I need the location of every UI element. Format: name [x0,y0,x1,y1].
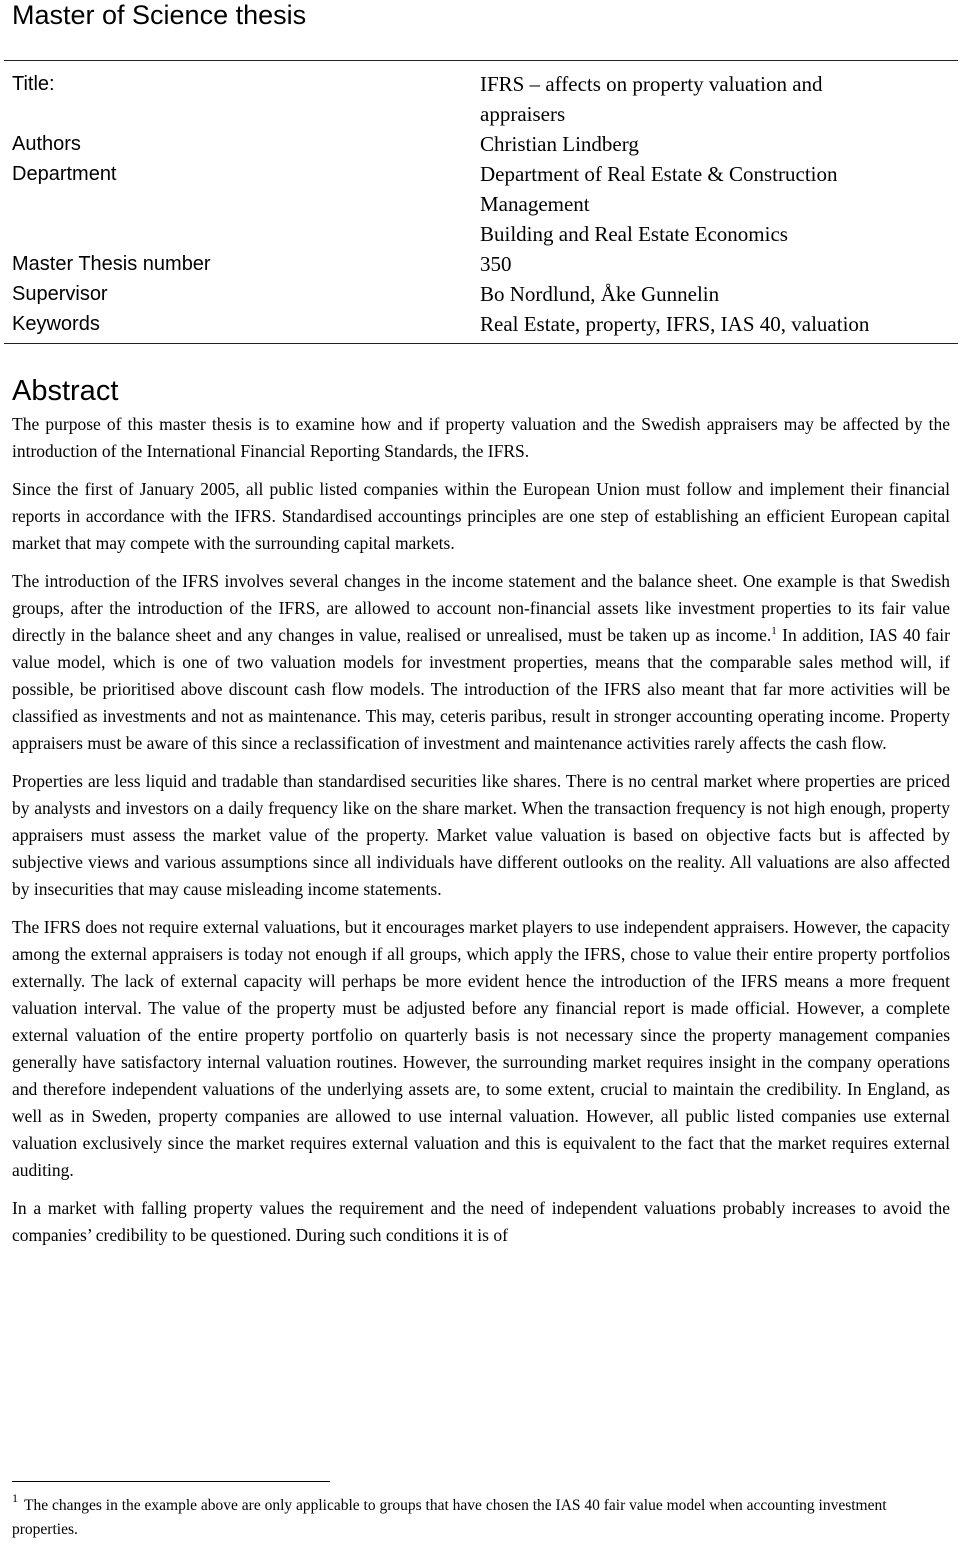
meta-label: Supervisor [12,283,108,305]
meta-label: Master Thesis number [12,253,211,275]
meta-value-line: IFRS – affects on property valuation and [480,72,823,96]
page-title: Master of Science thesis [12,0,307,30]
meta-value-line: Christian Lindberg [480,132,639,156]
meta-label: Authors [12,133,81,155]
paragraph-text: The introduction of the IFRS involves several changes in the income statement and the balance sheet. One example is that Swedish groups, after the introduction of the IFRS, are allowed to account non-financial assets like investment properties to its fair value directly in the balance sheet and any changes in value, realised or unrealised, must be taken up as income. [12,571,950,645]
meta-value [480,159,950,249]
thesis-metadata-table [4,60,958,344]
paragraph-text: In addition, IAS 40 fair value model, which is one of two valuation models for investment properties, means that the comparable sales method will, if possible, be prioritised above discount cash flow models. The introduction of the IFRS also meant that far more activities will be classified as investments and not as maintenance. This may, ceteris paribus, result in stronger accounting operating income. Property appraisers must be aware of this since a reclassification of investment and maintenance activities rarely affects the cash flow. [12,625,950,753]
meta-row-department [4,159,958,249]
meta-row-authors [4,129,958,159]
meta-value-line: Building and Real Estate Economics [480,222,788,246]
abstract-paragraph: The purpose of this master thesis is to examine how and if property valuation and the Swedish appraisers may be affected by the introduction of the International Financial Reporting Standards, the IFRS. [12,414,950,461]
abstract-heading: Abstract [12,375,119,407]
meta-label: Keywords [12,313,100,335]
meta-value-line: Department of Real Estate & Construction [480,162,838,186]
meta-value-line: 350 [480,252,512,276]
meta-value-line: Bo Nordlund, Åke Gunnelin [480,282,720,306]
footnote-text: The changes in the example above are only applicable to groups that have chosen the IAS 40 fair value model when accounting investment properties. [12,1497,887,1538]
meta-value-line: Management [480,192,590,216]
meta-value [480,249,950,279]
meta-value [480,69,950,129]
abstract-body [12,411,950,1260]
meta-row-supervisor [4,279,958,309]
footnote [12,1490,950,1542]
abstract-paragraph: Properties are less liquid and tradable than standardised securities like shares. There is no central market where properties are priced by analysts and investors on a daily frequency like on the share market. When the transaction frequency is not high enough, property appraisers must assess the market value of the property. Market value valuation is based on objective facts but is affected by subjective views and various assumptions since all individuals have different outlooks on the reality. All valuations are also affected by insecurities that may cause misleading income statements. [12,771,950,899]
meta-value-line: Real Estate, property, IFRS, IAS 40, valuation [480,312,870,336]
abstract-paragraph: In a market with falling property values the requirement and the need of independent valuations probably increases to avoid the companies’ credibility to be questioned. During such conditions it is of [12,1198,950,1245]
abstract-paragraph: The IFRS does not require external valuations, but it encourages market players to use independent appraisers. However, the capacity among the external appraisers is today not enough if all groups, which apply the IFRS, chose to value their entire property portfolios externally. The lack of external capacity will perhaps be more evident hence the introduction of the IFRS means a more frequent valuation interval. The value of the property must be adjusted before any financial report is made official. However, a complete external valuation of the entire property portfolio on quarterly basis is not necessary since the property management companies generally have satisfactory internal valuation routines. However, the surrounding market requires insight in the company operations and therefore independent valuations of the underlying assets are, to some extent, crucial to maintain the credibility. In England, as well as in Sweden, property companies are allowed to use internal valuation. However, all public listed companies use external valuation exclusively since the market requires external valuation and this is equivalent to the fact that the market requires external auditing. [12,917,950,1180]
abstract-paragraph [12,568,950,757]
meta-value [480,279,950,309]
abstract-paragraph: Since the first of January 2005, all public listed companies within the European Union must follow and implement their financial reports in accordance with the IFRS. Standardised accountings principles are one step of establishing an efficient European capital market that may compete with the surrounding capital markets. [12,479,950,553]
footnote-separator [12,1481,330,1482]
meta-value [480,129,950,159]
meta-row-keywords [4,309,958,339]
footnote-reference: 1 [771,625,777,638]
meta-label: Title: [12,73,55,95]
footnote-number: 1 [12,1490,18,1505]
meta-label: Department [12,163,117,185]
meta-row-thesis-number [4,249,958,279]
meta-value-line: appraisers [480,102,566,126]
meta-row-title [4,69,958,129]
meta-value [480,309,950,339]
